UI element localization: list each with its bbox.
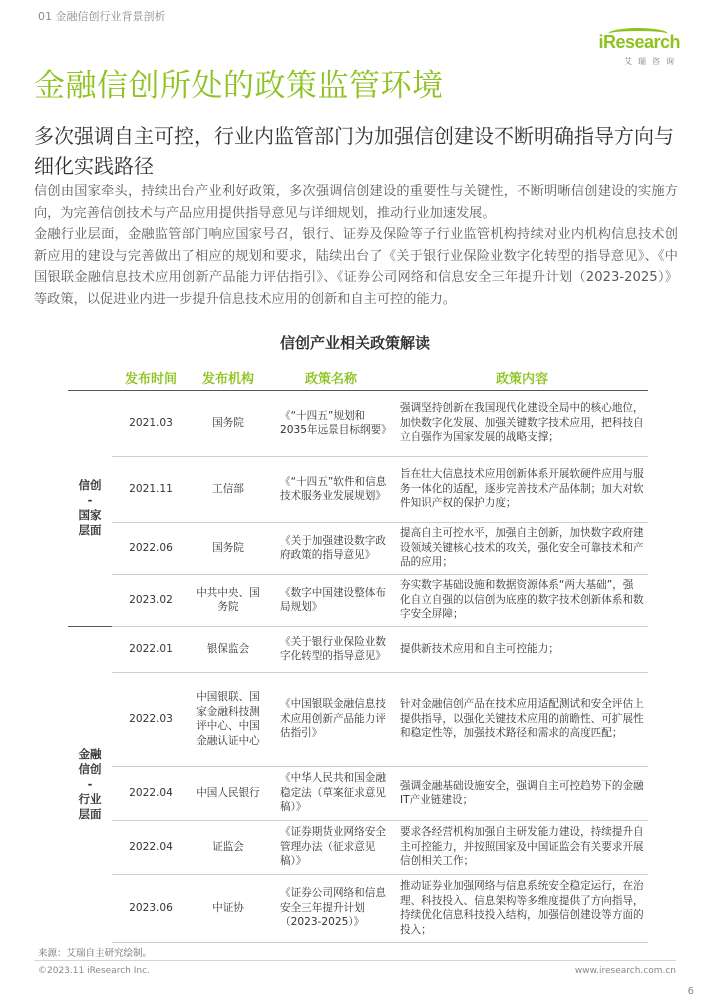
page-title: 金融信创所处的政策监管环境 xyxy=(34,68,444,104)
cell-content: 旨在壮大信息技术应用创新体系开展软硬件应用与服务一体化的适配，逐步完善技术产品体制；加大对软件知识产权的保护力度； xyxy=(396,456,648,522)
table-title: 信创产业相关政策解读 xyxy=(279,334,430,352)
table-header-group xyxy=(68,366,112,390)
page-subtitle: 多次强调自主可控，行业内监管部门为加强信创建设不断明确指导方向与细化实践路径 xyxy=(34,124,674,178)
source-note: 来源：艾瑞自主研究绘制。 xyxy=(38,948,153,959)
table-header-name: 政策名称 xyxy=(266,366,396,390)
group-label-line: 国家 xyxy=(78,508,102,522)
cell-date: 2023.02 xyxy=(112,574,190,626)
cell-org: 工信部 xyxy=(190,456,266,522)
table-row xyxy=(68,456,648,522)
table-row xyxy=(68,874,648,942)
table-header-org: 发布机构 xyxy=(190,366,266,390)
cell-org: 中共中央、国务院 xyxy=(190,574,266,626)
table-row xyxy=(68,672,648,766)
group-label-line: 层面 xyxy=(78,806,102,821)
cell-name: 《关于加强建设数字政府政策的指导意见》 xyxy=(266,522,396,574)
cell-name: 《关于银行业保险业数字化转型的指导意见》 xyxy=(266,626,396,672)
logo-wordmark: iResearch xyxy=(598,32,680,52)
cell-content: 强调金融基础设施安全，强调自主可控趋势下的金融IT产业链建设； xyxy=(396,766,648,820)
cell-content: 夯实数字基础设施和数据资源体系“两大基础”，强化自立自强的以信创为底座的数字技术创新体系和数字安全屏障； xyxy=(396,574,648,626)
group-label-national xyxy=(68,390,112,626)
table-row xyxy=(68,820,648,874)
footer-divider xyxy=(34,960,676,961)
table-row xyxy=(68,522,648,574)
cell-org: 国务院 xyxy=(190,390,266,456)
cell-content: 提供新技术应用和自主可控能力； xyxy=(396,626,648,672)
table-row xyxy=(68,626,648,672)
policy-table xyxy=(68,366,648,943)
cell-date: 2022.04 xyxy=(112,820,190,874)
logo-subtitle: 艾瑞咨询 xyxy=(624,57,680,66)
cell-content: 要求各经营机构加强自主研发能力建设，持续提升自主可控能力，并按照国家及中国证监会有关要求开展信创相关工作； xyxy=(396,820,648,874)
copyright-text: ©2023.11 iResearch Inc. xyxy=(38,966,150,976)
website-link[interactable]: www.iresearch.com.cn xyxy=(574,966,676,976)
cell-date: 2022.01 xyxy=(112,626,190,672)
table-header-date: 发布时间 xyxy=(112,366,190,390)
group-label-line: 层面 xyxy=(78,523,102,537)
table-header-content: 政策内容 xyxy=(396,366,648,390)
cell-org: 中国银联、国家金融科技测评中心、中国金融认证中心 xyxy=(190,672,266,766)
group-label-line: 信创 xyxy=(78,761,102,776)
page-number: 6 xyxy=(687,986,694,997)
body-text xyxy=(34,181,678,310)
cell-org: 中证协 xyxy=(190,874,266,942)
cell-date: 2022.06 xyxy=(112,522,190,574)
group-label-line: 行业 xyxy=(78,791,102,806)
group-label-line: - xyxy=(87,493,93,507)
cell-org: 国务院 xyxy=(190,522,266,574)
cell-name: 《数字中国建设整体布局规划》 xyxy=(266,574,396,626)
cell-name: 《证券公司网络和信息安全三年提升计划（2023-2025）》 xyxy=(266,874,396,942)
table-row xyxy=(68,766,648,820)
cell-org: 银保监会 xyxy=(190,626,266,672)
cell-name: 《“十四五”软件和信息技术服务业发展规划》 xyxy=(266,456,396,522)
table-row xyxy=(68,390,648,456)
cell-date: 2021.03 xyxy=(112,390,190,456)
cell-org: 证监会 xyxy=(190,820,266,874)
body-paragraph: 金融行业层面，金融监管部门响应国家号召，银行、证券及保险等子行业监管机构持续对业内机构信息技术创新应用的建设与完善做出了相应的规划和要求，陆续出台了《关于银行业保险业数字化转型的指导意见》、《中国银联金融信息技术应用创新产品能力评估指引》、《证券公司网络和信息安全三年提升计划（2023-2025）》等政策，以促进业内进一步提升信息技术应用的创新和自主可控的能力。 xyxy=(34,227,678,307)
table-row xyxy=(68,574,648,626)
cell-date: 2022.03 xyxy=(112,672,190,766)
group-label-industry xyxy=(68,626,112,942)
cell-date: 2022.04 xyxy=(112,766,190,820)
cell-content: 针对金融信创产品在技术应用适配测试和安全评估上提供指导，以强化关键技术应用的前瞻性、可扩展性和稳定性等，加强技术路径和需求的高度匹配； xyxy=(396,672,648,766)
cell-name: 《中国银联金融信息技术应用创新产品能力评估指引》 xyxy=(266,672,396,766)
group-label-line: 金融 xyxy=(78,746,102,761)
cell-name: 《“十四五”规划和2035年远景目标纲要》 xyxy=(266,390,396,456)
body-paragraph: 信创由国家牵头，持续出台产业利好政策，多次强调信创建设的重要性与关键性，不断明晰信创建设的实施方向，为完善信创技术与产品应用提供指导意见与详细规划，推动行业加速发展。 xyxy=(34,184,678,221)
cell-name: 《证券期货业网络安全管理办法（征求意见稿）》 xyxy=(266,820,396,874)
table-header-row xyxy=(68,366,648,390)
cell-content: 强调坚持创新在我国现代化建设全局中的核心地位，加快数字化发展、加强关键数字技术应用，把科技自立自强作为国家发展的战略支撑； xyxy=(396,390,648,456)
group-label-line: 信创 xyxy=(78,478,102,492)
cell-date: 2021.11 xyxy=(112,456,190,522)
section-label: 01 金融信创行业背景剖析 xyxy=(38,10,166,23)
cell-content: 提高自主可控水平，加强自主创新，加快数字政府建设领域关键核心技术的攻关，强化安全可靠技术和产品的应用； xyxy=(396,522,648,574)
cell-content: 推动证券业加强网络与信息系统安全稳定运行，在治理、科技投入、信息架构等多维度提供了方向指导，持续优化信息科技投入结构，加强信创建设等方面的投入； xyxy=(396,874,648,942)
cell-name: 《中华人民共和国金融稳定法（草案征求意见稿）》 xyxy=(266,766,396,820)
cell-org: 中国人民银行 xyxy=(190,766,266,820)
iresearch-logo xyxy=(580,28,680,70)
group-label-line: - xyxy=(87,776,93,791)
cell-date: 2023.06 xyxy=(112,874,190,942)
